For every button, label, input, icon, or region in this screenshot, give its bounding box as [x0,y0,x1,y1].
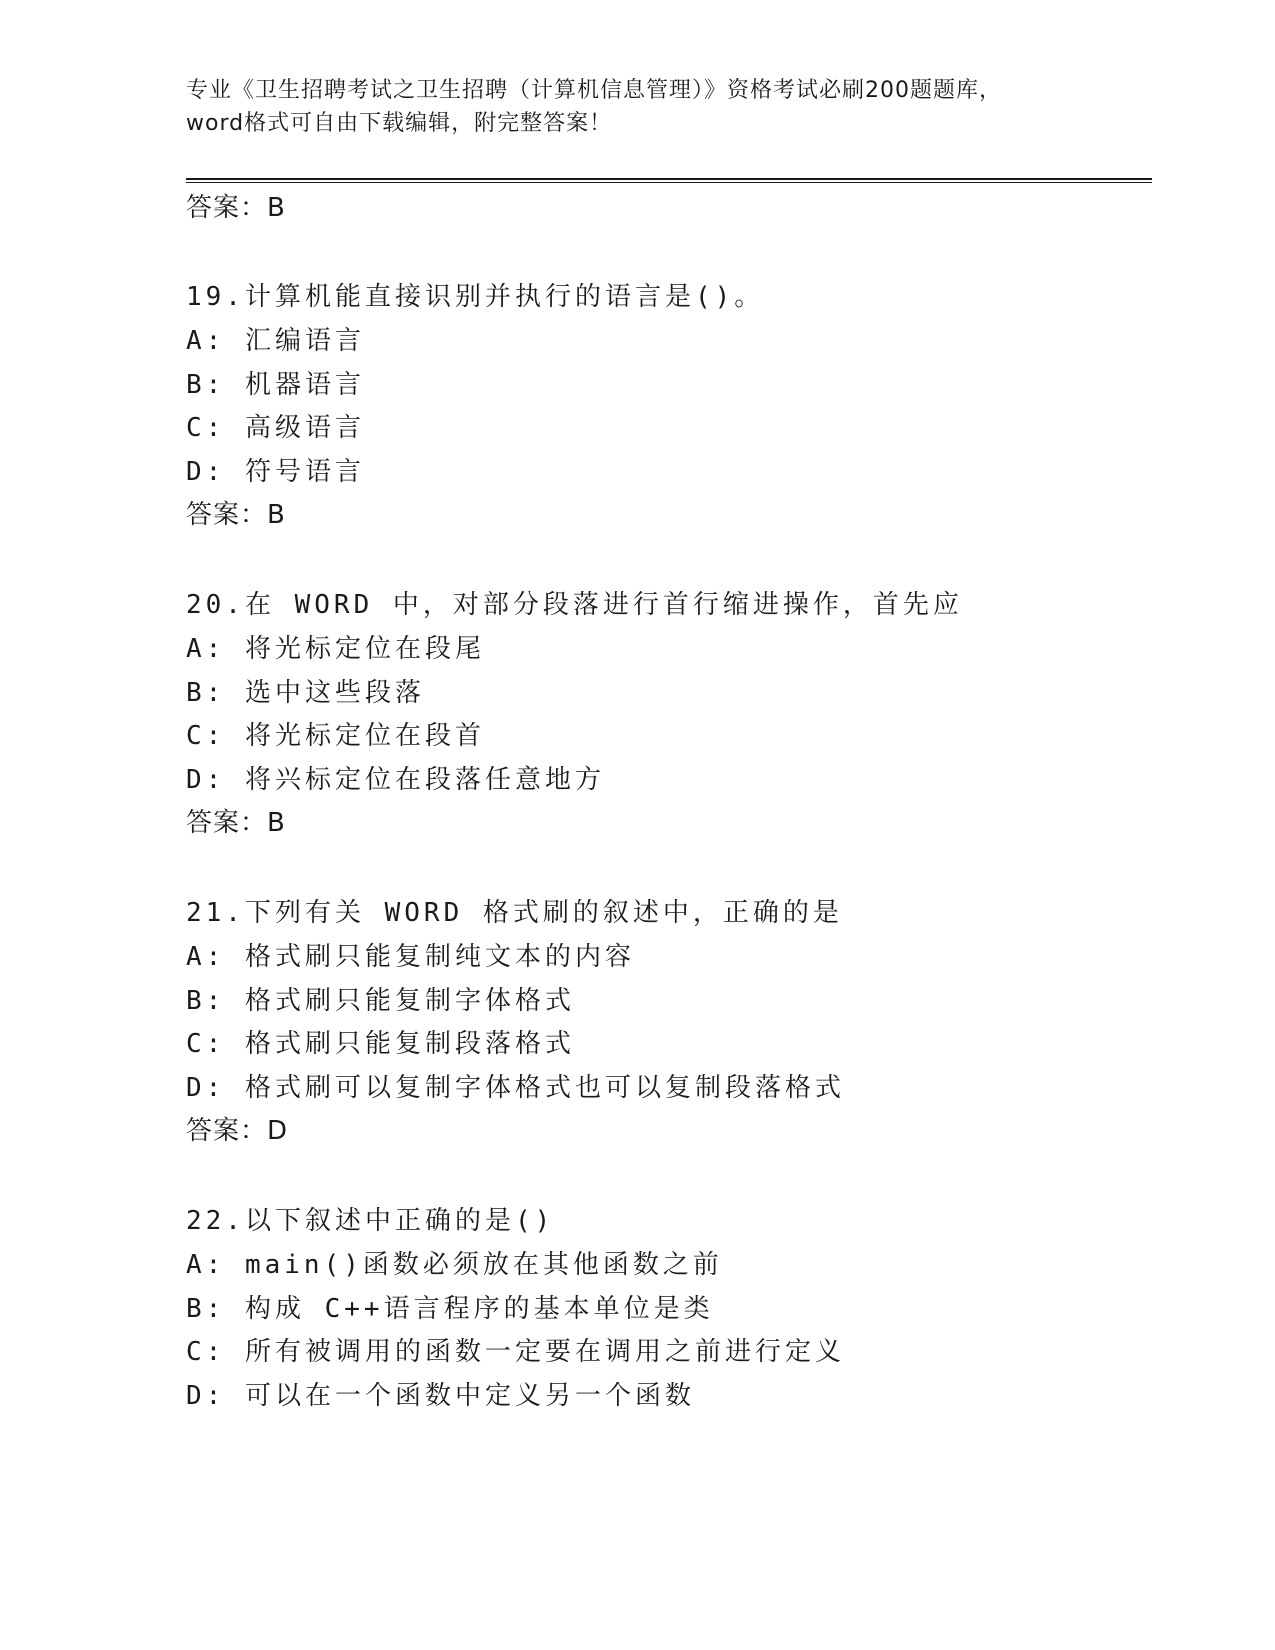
previous-answer: 答案：B [186,193,286,223]
question-20-option-c: C: 将光标定位在段首 [186,721,485,751]
header-subtitle-line: word格式可自由下载编辑，附完整答案！ [186,111,613,136]
question-22-option-d: D: 可以在一个函数中定义另一个函数 [186,1381,695,1411]
document-header [186,74,1086,140]
question-19-option-b: B: 机器语言 [186,370,365,400]
question-19-answer: 答案：B [186,500,286,530]
question-21-answer: 答案：D [186,1116,289,1146]
header-divider [186,178,1152,183]
question-21-option-a: A: 格式刷只能复制纯文本的内容 [186,942,635,972]
question-19-option-a: A: 汇编语言 [186,326,365,356]
question-20-option-d: D: 将兴标定位在段落任意地方 [186,765,605,795]
question-20-option-a: A: 将光标定位在段尾 [186,634,485,664]
question-20-answer: 答案：B [186,808,286,838]
question-22: 22.以下叙述中正确的是() [186,1206,555,1236]
header-title-line: 专业《卫生招聘考试之卫生招聘（计算机信息管理）》资格考试必刷200题题库， [186,78,1002,103]
question-20-option-b: B: 选中这些段落 [186,678,425,708]
question-19-option-d: D: 符号语言 [186,457,365,487]
question-21-option-d: D: 格式刷可以复制字体格式也可以复制段落格式 [186,1073,845,1103]
question-22-option-a: A: main()函数必须放在其他函数之前 [186,1250,723,1280]
question-19-option-c: C: 高级语言 [186,413,365,443]
question-19: 19.计算机能直接识别并执行的语言是()。 [186,282,765,312]
question-21: 21.下列有关 WORD 格式刷的叙述中，正确的是 [186,898,843,928]
question-21-option-b: B: 格式刷只能复制字体格式 [186,986,575,1016]
question-21-option-c: C: 格式刷只能复制段落格式 [186,1029,575,1059]
question-22-option-c: C: 所有被调用的函数一定要在调用之前进行定义 [186,1337,845,1367]
question-22-option-b: B: 构成 C++语言程序的基本单位是类 [186,1294,714,1324]
question-20: 20.在 WORD 中，对部分段落进行首行缩进操作，首先应 [186,590,963,620]
